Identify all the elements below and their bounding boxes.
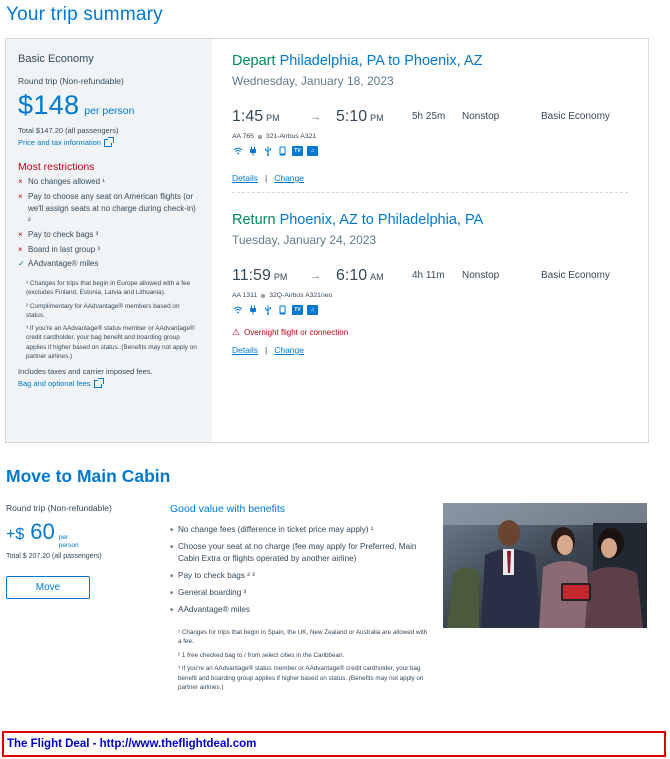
restrictions-list: [18, 176, 200, 270]
benefit-item: ■ AAdvantage® miles: [170, 605, 251, 614]
restriction-text: AAdvantage® miles: [28, 259, 99, 268]
link-separator: |: [264, 345, 268, 355]
flight-number: AA 1311: [232, 292, 258, 299]
segment-times: [232, 267, 632, 287]
wifi-icon: [232, 146, 243, 156]
departure-time: 1:45 PM: [232, 108, 280, 125]
restriction-text: Pay to check bags ³: [28, 230, 99, 239]
price-tax-info-label: Price and tax information: [18, 138, 101, 147]
external-link-icon: [94, 380, 102, 388]
arrow-right-icon: →: [310, 270, 321, 282]
segment-header: [232, 212, 632, 228]
x-mark-icon: ×: [18, 177, 23, 186]
segment-date: Tuesday, January 24, 2023: [232, 233, 377, 247]
benefit-item: ■ No change fees (difference in ticket price may apply) ¹: [170, 525, 374, 534]
fare-name: Basic Economy: [18, 53, 94, 65]
x-mark-icon: ×: [18, 230, 23, 239]
arrival-time: 5:10 PM: [336, 108, 384, 125]
power-icon: [247, 305, 258, 315]
arrow-right-icon: →: [310, 111, 321, 123]
benefit-item: ■ Pay to check bags ² ³: [170, 571, 255, 580]
power-icon: [247, 146, 258, 156]
upsell-benefits: [170, 503, 430, 696]
upsell-total: Total $ 207.20 (all passengers): [6, 553, 102, 560]
phone-icon: [277, 146, 288, 156]
segment-date: Wednesday, January 18, 2023: [232, 74, 394, 88]
restrictions-footnotes: [18, 279, 200, 361]
flight-duration: 4h 11m: [412, 270, 445, 281]
upsell-price: [6, 519, 156, 549]
arrival-time: 6:10 AM: [336, 267, 384, 284]
cabin-class: Basic Economy: [541, 270, 610, 281]
trip-type: Round trip (Non-refundable): [18, 76, 124, 86]
upsell-trip-type: Round trip (Non-refundable): [6, 503, 112, 513]
change-link[interactable]: Change: [274, 173, 304, 183]
total-price: Total $147.20 (all passengers): [18, 126, 119, 135]
segment-links: [232, 345, 632, 355]
warning-icon: ⚠: [232, 327, 241, 337]
footnote: ³ If you're an AAdvantage® status member or AAdvantage® credit cardholder, your bag benefit and boarding group applies if higher based on status. (Benefits may not apply on partner airlines.): [26, 325, 197, 361]
check-mark-icon: ✓: [18, 259, 25, 268]
departure-time: 11:59 PM: [232, 267, 288, 284]
trip-summary-card: [5, 38, 649, 443]
page-title: Your trip summary: [6, 4, 163, 25]
footnote: ¹ Changes for trips that begin in Spain, the UK, New Zealand or Australia are allowed with a fee.: [178, 629, 428, 646]
amenities-row: [232, 146, 632, 156]
change-link[interactable]: Change: [274, 345, 304, 355]
separator-dot: [258, 135, 262, 139]
bullet-icon: ■: [170, 573, 174, 579]
aircraft-type: 321-Airbus A321: [265, 133, 317, 140]
benefits-list: [170, 524, 430, 616]
benefits-footnotes: [170, 628, 430, 692]
restriction-item: [18, 229, 200, 241]
aircraft-type: 32Q-Airbus A321neo: [269, 292, 333, 299]
overnight-warning: [232, 327, 632, 338]
phone-icon: [277, 305, 288, 315]
details-link[interactable]: Details: [232, 345, 258, 355]
benefit-item: ■ General boarding ³: [170, 588, 247, 597]
footer-banner: [2, 731, 666, 757]
bullet-icon: ■: [170, 590, 174, 596]
footnote: ² Complimentary for AAdvantage® members based on status.: [26, 302, 180, 319]
move-button[interactable]: Move: [6, 576, 90, 599]
restriction-item: [18, 244, 200, 256]
restrictions-heading: Most restrictions: [18, 161, 95, 173]
external-link-icon: [104, 139, 112, 147]
segment-route: Philadelphia, PA to Phoenix, AZ: [279, 53, 483, 69]
footnote: ² 1 free checked bag to / from select cities in the Caribbean.: [178, 651, 345, 659]
tv-icon: TV: [292, 305, 303, 315]
bullet-icon: ■: [170, 544, 174, 550]
restriction-item: [18, 176, 200, 188]
upsell-amount: 60: [30, 519, 55, 544]
x-mark-icon: ×: [18, 191, 23, 201]
main-cabin-photo: [443, 503, 647, 628]
restriction-item: [18, 258, 200, 270]
segment-depart: [232, 39, 632, 183]
segment-links: [232, 173, 632, 183]
footnote: ¹ Changes for trips that begin in Europe allowed with a fee (excludes Finland, Estonia, Latvia and Lithuania).: [26, 280, 191, 297]
flight-stops: Nonstop: [462, 111, 500, 122]
price-row: [18, 90, 200, 121]
bag-fees-link[interactable]: [18, 379, 200, 388]
segment-route: Phoenix, AZ to Philadelphia, PA: [279, 212, 484, 228]
wifi-icon: [232, 305, 243, 315]
fare-summary-panel: [6, 39, 212, 442]
details-link[interactable]: Details: [232, 173, 258, 183]
restriction-text: Pay to choose any seat on American flights (or we'll assign seats at no charge during check-in) ²: [28, 191, 196, 225]
upsell-per-person: per person: [58, 534, 79, 549]
price-amount: $148: [18, 90, 80, 120]
price-tax-info-link[interactable]: [18, 138, 200, 147]
flight-number: AA 765: [232, 133, 254, 140]
upsell-price-block: [6, 503, 156, 560]
segment-header: [232, 53, 632, 69]
flight-info: [232, 133, 632, 140]
footnote: ³ If you're an AAdvantage® status member or AAdvantage® credit cardholder, your bag benefit and boarding group applies if higher based on status. (Benefits may not apply on partner airlines.): [178, 665, 424, 692]
bag-fees-label: Bag and optional fees: [18, 379, 91, 389]
segment-direction: Depart: [232, 53, 276, 69]
tv-icon: TV: [292, 146, 303, 156]
segment-times: [232, 108, 632, 128]
taxes-note: Includes taxes and carrier imposed fees.: [18, 367, 153, 377]
x-mark-icon: ×: [18, 244, 23, 254]
price-unit: per person: [84, 105, 135, 117]
link-separator: |: [264, 173, 268, 183]
restriction-text: Board in last group ³: [28, 244, 101, 254]
cabin-class: Basic Economy: [541, 111, 610, 122]
segment-direction: Return: [232, 212, 276, 228]
benefits-title: Good value with benefits: [170, 503, 285, 515]
separator-dot: [261, 294, 265, 298]
restriction-text: No changes allowed ¹: [28, 177, 105, 186]
restriction-item: [18, 191, 200, 227]
upsell-plus-currency: +$: [6, 526, 25, 543]
overnight-warning-text: Overnight flight or connection: [244, 328, 349, 337]
footer-link[interactable]: The Flight Deal - http://www.theflightdeal.com: [7, 738, 257, 750]
flight-info: [232, 292, 632, 299]
bullet-icon: ■: [170, 527, 174, 533]
entertainment-icon: ♫: [307, 146, 318, 156]
entertainment-icon: ♫: [307, 305, 318, 315]
bullet-icon: ■: [170, 607, 174, 613]
segment-return: [232, 193, 632, 355]
flight-duration: 5h 25m: [412, 111, 446, 122]
itinerary-panel: [232, 39, 632, 442]
usb-icon: [262, 305, 273, 315]
benefit-item: ■ Choose your seat at no charge (fee may apply for Preferred, Main Cabin Extra or flights operated by another airline): [170, 542, 417, 563]
upsell-title: Move to Main Cabin: [6, 466, 171, 486]
flight-stops: Nonstop: [462, 270, 500, 281]
amenities-row: [232, 305, 632, 315]
usb-icon: [262, 146, 273, 156]
